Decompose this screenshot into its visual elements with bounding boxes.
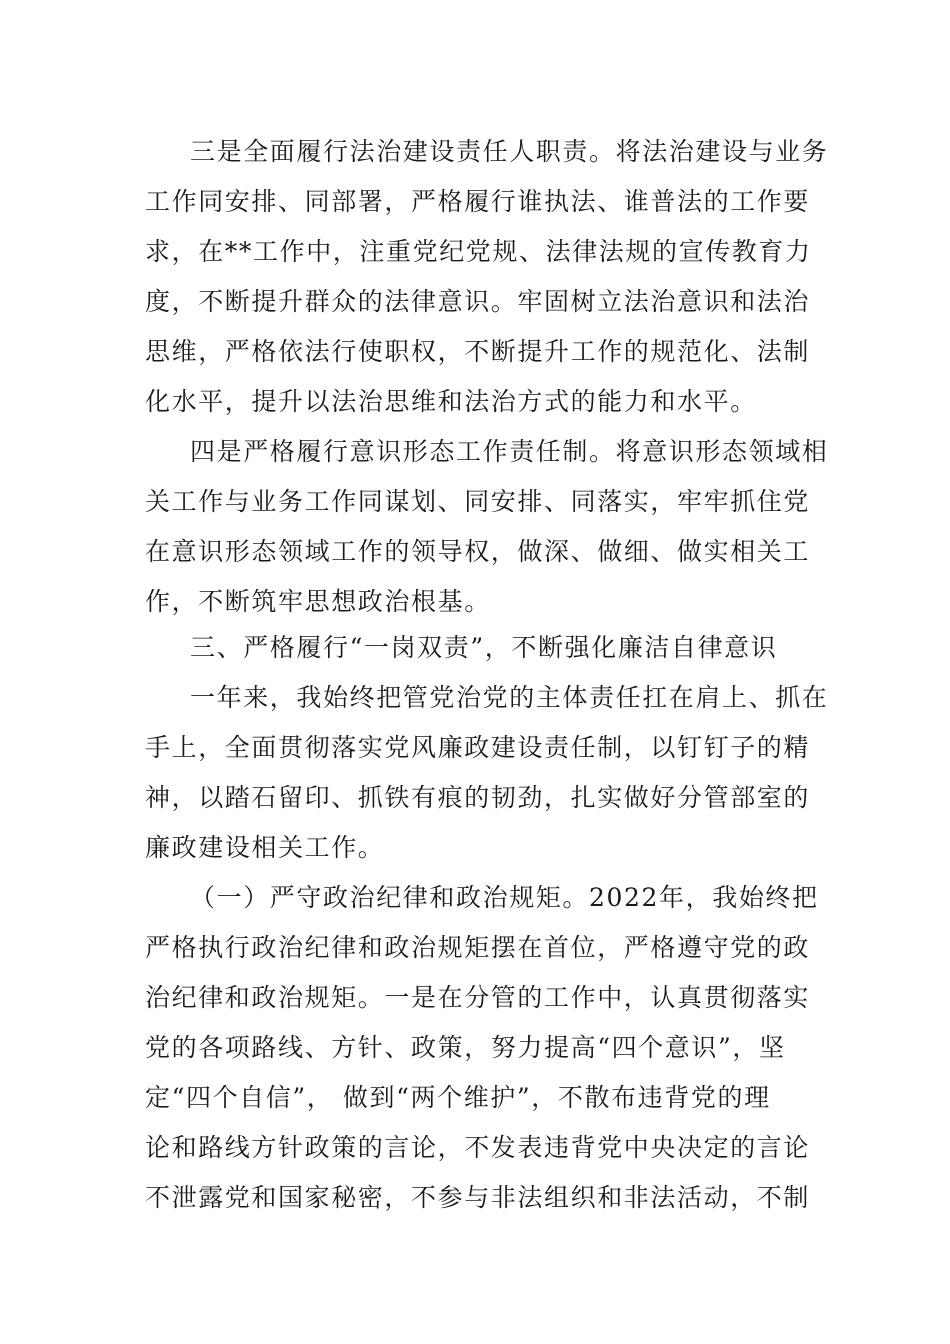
paragraph-line: 论和路线方针政策的言论，不发表违背党中央决定的言论 — [145, 1133, 811, 1162]
paragraph-line: 在意识形态领域工作的领导权，做深、做细、做实相关工 — [145, 537, 811, 566]
paragraph-line: 一年来，我始终把管党治党的主体责任扛在肩上、抓在 — [190, 683, 829, 712]
paragraph-line: 廉政建设相关工作。 — [145, 833, 385, 862]
paragraph-line: 工作同安排、同部署，严格履行谁执法、谁普法的工作要 — [145, 187, 811, 216]
paragraph-line: 求，在**工作中，注重党纪党规、法律法规的宣传教育力 — [145, 237, 812, 266]
paragraph-line: 度，不断提升群众的法律意识。牢固树立法治意识和法治 — [145, 287, 811, 316]
paragraph-line: 党的各项路线、方针、政策，努力提高“四个意识”，坚 — [145, 1033, 786, 1062]
paragraph-line: 严格执行政治纪律和政治规矩摆在首位，严格遵守党的政 — [145, 933, 811, 962]
section-heading: 三、严格履行“一岗双责”，不断强化廉洁自律意识 — [190, 633, 778, 662]
paragraph-line: 关工作与业务工作同谋划、同安排、同落实，牢牢抓住党 — [145, 487, 811, 516]
paragraph-line: 四是严格履行意识形态工作责任制。将意识形态领域相 — [190, 437, 829, 466]
paragraph-line: 思维，严格依法行使职权，不断提升工作的规范化、法制 — [145, 337, 811, 366]
paragraph-line: 定“四个自信”， 做到“两个维护”，不散布违背党的理 — [145, 1083, 771, 1112]
paragraph-line: 神，以踏石留印、抓铁有痕的韧劲，扎实做好分管部室的 — [145, 783, 811, 812]
paragraph-line: （一）严守政治纪律和政治规矩。2022年，我始终把 — [190, 883, 819, 912]
paragraph-line: 三是全面履行法治建设责任人职责。将法治建设与业务 — [190, 137, 829, 166]
paragraph-line: 化水平，提升以法治思维和法治方式的能力和水平。 — [145, 387, 757, 416]
paragraph-line: 手上，全面贯彻落实党风廉政建设责任制，以钉钉子的精 — [145, 733, 811, 762]
paragraph-line: 不泄露党和国家秘密，不参与非法组织和非法活动，不制 — [145, 1183, 811, 1212]
paragraph-line: 治纪律和政治规矩。一是在分管的工作中，认真贯彻落实 — [145, 983, 811, 1012]
paragraph-line: 作，不断筑牢思想政治根基。 — [145, 587, 491, 616]
